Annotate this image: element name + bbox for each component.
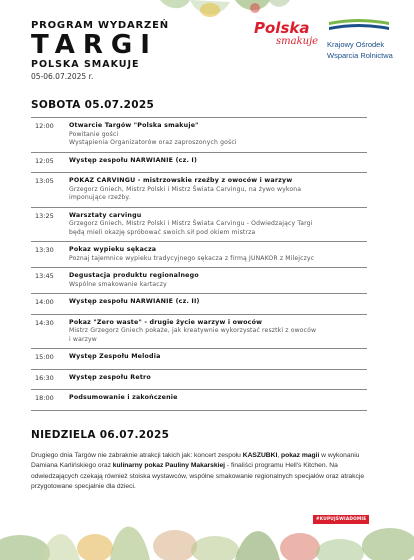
kowr-logo (327, 18, 397, 58)
schedule-row (31, 348, 367, 369)
schedule-row (31, 369, 367, 390)
event-time: 14:00 (35, 298, 54, 306)
event-desc: Grzegorz Gniech, Mistrz Polski i Mistrz Świata Carvingu, na żywo wykona (69, 185, 302, 193)
schedule-row (31, 117, 367, 152)
event-time: 13:30 (35, 246, 54, 254)
event-time: 14:30 (35, 318, 54, 327)
sunday-description: Drugiego dnia Targów nie zabraknie atrakcji takich jak: koncert zespołu KASZUBKI, pokaz magii w wykonaniu Damiana Karlińskiego oraz kulinarny pokaz Pauliny Makarskiej - finaliści programu Hell's Kitchen. Na odwiedzających czekają również stoiska wystawców, wspólne smakowanie regionalnych specjałów oraz atrakcje przygotowane specjalnie dla dzieci. (31, 452, 365, 491)
hashtag-badge: #KUPUJŚWIADOMIE (313, 515, 369, 524)
event-desc: Wspólne smakowanie kartaczy (69, 280, 167, 288)
saturday-title: SOBOTA 05.07.2025 (31, 99, 155, 111)
event-desc: Powitanie gości (69, 130, 119, 138)
kowr-line-2: Wsparcia Rolnictwa (327, 51, 393, 60)
polska-smakuje-logo (254, 20, 324, 56)
schedule-row (31, 241, 367, 267)
event-title: Otwarcie Targów "Polska smakuje" (69, 122, 199, 129)
event-dates: 05-06.07.2025 r. (31, 72, 94, 81)
schedule-row (31, 172, 367, 207)
event-title: Występ zespołu NARWIANIE (cz. II) (69, 298, 200, 305)
schedule-row (31, 207, 367, 242)
kaszubki-highlight: KASZUBKI (242, 452, 278, 459)
event-desc: będą mieli okazję spróbować swoich sił pod okiem mistrza (69, 228, 256, 236)
event-title: POKAZ CARVINGU - mistrzowskie rzeźby z owoców i warzyw (69, 177, 293, 184)
event-header (31, 20, 169, 81)
vegetables-illustration-bottom (0, 498, 414, 560)
kowr-stripes-icon (327, 18, 391, 34)
schedule-row (31, 267, 367, 293)
event-time: 16:30 (35, 373, 54, 382)
event-time: 15:00 (35, 353, 54, 361)
event-time: 13:05 (35, 177, 54, 185)
event-title: Podsumowanie i zakończenie (69, 394, 178, 401)
event-desc: Wystąpienia Organizatorów oraz zaproszonych gości (69, 139, 237, 146)
schedule-row (31, 293, 367, 314)
logo-smakuje-text: smakuje (276, 36, 319, 47)
culinary-show-highlight: kulinarny pokaz Pauliny Makarskiej (112, 462, 226, 470)
event-desc: Grzegorz Gniech, Mistrz Polski i Mistrz Świata Carvingu - Odwiedzający Targi (69, 220, 313, 227)
program-label: PROGRAM WYDARZEŃ (31, 20, 169, 31)
schedule-row (31, 314, 367, 349)
schedule-row (31, 152, 367, 173)
event-desc: Poznaj tajemnice wypieku tradycyjnego sękacza z firmą JUNAKOR z Milejczyc (69, 254, 315, 262)
event-title: Występ Zespołu Melodia (69, 353, 161, 360)
event-desc: i warzyw (69, 335, 97, 343)
saturday-schedule (31, 117, 367, 411)
event-subtitle: POLSKA SMAKUJE (31, 59, 140, 70)
event-desc: Mistrz Grzegorz Gniech pokaże, jak kreatywnie wykorzystać resztki z owoców (69, 327, 317, 334)
event-title: Warsztaty carvingu (69, 211, 142, 219)
event-time: 13:25 (35, 211, 54, 220)
sunday-title: NIEDZIELA 06.07.2025 (31, 429, 170, 441)
event-title: Degustacja produktu regionalnego (69, 272, 199, 279)
kowr-line-1: Krajowy Ośrodek (327, 40, 385, 49)
event-title: Występ zespołu Retro (69, 373, 151, 381)
event-time: 18:00 (35, 394, 54, 402)
schedule-row (31, 389, 367, 411)
targi-title: TARGI (31, 30, 158, 60)
event-time: 12:00 (35, 122, 54, 130)
magic-show-highlight: pokaz magii (281, 452, 320, 459)
logo-polska-text: Polska (254, 19, 310, 37)
event-title: Pokaz "Zero waste" - drugie życie warzyw i owoców (69, 318, 263, 326)
event-time: 13:45 (35, 272, 54, 280)
event-title: Występ zespołu NARWIANIE (cz. I) (69, 156, 198, 164)
event-title: Pokaz wypieku sękacza (69, 246, 157, 253)
event-time: 12:05 (35, 156, 54, 165)
event-desc: imponujące rzeźby. (69, 194, 131, 201)
